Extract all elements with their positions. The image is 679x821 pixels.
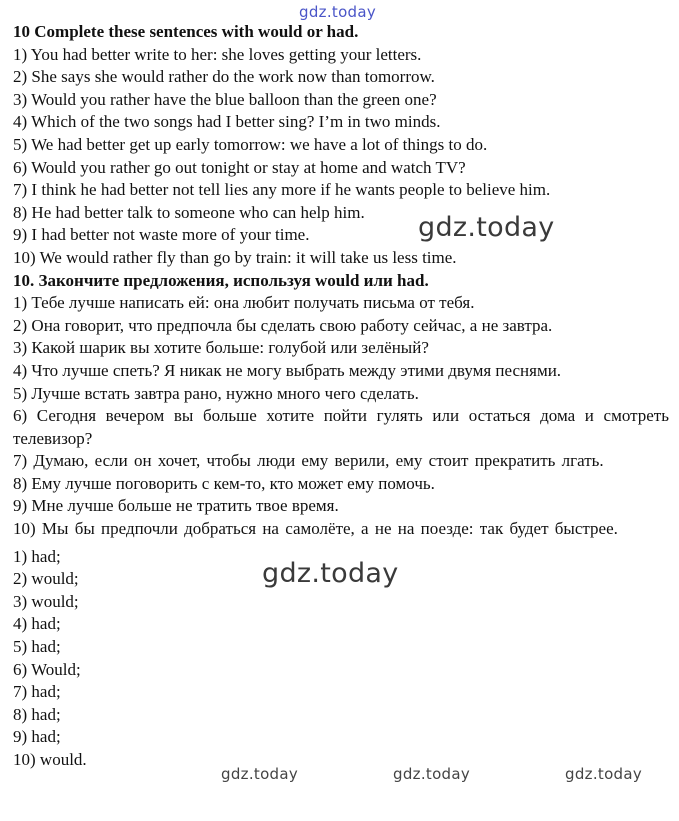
answer-2: 2) would; [13,569,79,589]
sentence-ru-9: 9) Мне лучше больше не тратить твое время. [13,496,339,516]
answer-9: 9) had; [13,727,61,747]
sentence-en-7: 7) I think he had better not tell lies any more if he wants people to believe him. [13,180,551,200]
sentence-en-2: 2) She says she would rather do the work now than tomorrow. [13,67,435,87]
sentence-ru-4: 4) Что лучше спеть? Я никак не могу выбрать между этими двумя песнями. [13,360,562,380]
answer-6: 6) Would; [13,659,81,679]
sentence-en-6: 6) Would you rather go out tonight or stay at home and watch TV? [13,157,466,177]
sentence-en-4: 4) Which of the two songs had I better sing? I’m in two minds. [13,112,441,132]
watermark-bottom-1: gdz.today [221,765,299,783]
sentence-en-9: 9) I had better not waste more of your time. [13,225,310,245]
sentence-en-5: 5) We had better get up early tomorrow: we have a lot of things to do. [13,134,488,154]
exercise-heading-ru: 10. Закончите предложения, используя would или had. [13,270,429,290]
sentence-ru-2: 2) Она говорит, что предпочла бы сделать свою работу сейчас, а не завтра. [13,315,553,335]
sentence-en-3: 3) Would you rather have the blue balloon than the green one? [13,89,437,109]
answer-8: 8) had; [13,704,61,724]
watermark-middle-2: gdz.today [262,558,399,589]
sentence-ru-8: 8) Ему лучше поговорить с кем-то, кто может ему помочь. [13,473,435,493]
exercise-heading-en: 10 Complete these sentences with would or had. [13,22,359,41]
watermark-bottom-2: gdz.today [393,765,471,783]
watermark-top: gdz.today [299,3,377,21]
answer-5: 5) had; [13,637,61,657]
answer-4: 4) had; [13,614,61,634]
sentence-ru-7: 7) Думаю, если он хочет, чтобы люди ему верили, ему стоит прекратить лгать. [13,451,604,471]
sentence-ru-3: 3) Какой шарик вы хотите больше: голубой или зелёный? [13,338,429,358]
sentence-en-1: 1) You had better write to her: she loves getting your letters. [13,44,422,64]
answer-3: 3) would; [13,591,79,611]
sentence-en-8: 8) He had better talk to someone who can help him. [13,202,365,222]
document-page [13,21,669,772]
sentence-ru-5: 5) Лучше встать завтра рано, нужно много чего сделать. [13,383,419,403]
sentence-ru-1: 1) Тебе лучше написать ей: она любит получать письма от тебя. [13,293,475,313]
sentence-ru-10: 10) Мы бы предпочли добраться на самолёте, а не на поезде: так будет быстрее. [13,519,618,539]
answer-10: 10) would. [13,750,87,769]
answer-7: 7) had; [13,682,61,702]
sentence-ru-6: 6) Сегодня вечером вы больше хотите пойти гулять или остаться дома и смотреть телевизор? [13,406,669,448]
watermark-middle-1: gdz.today [418,212,555,243]
sentence-en-10: 10) We would rather fly than go by train: it will take us less time. [13,247,457,267]
answer-1: 1) had; [13,546,61,566]
watermark-bottom-3: gdz.today [565,765,643,783]
